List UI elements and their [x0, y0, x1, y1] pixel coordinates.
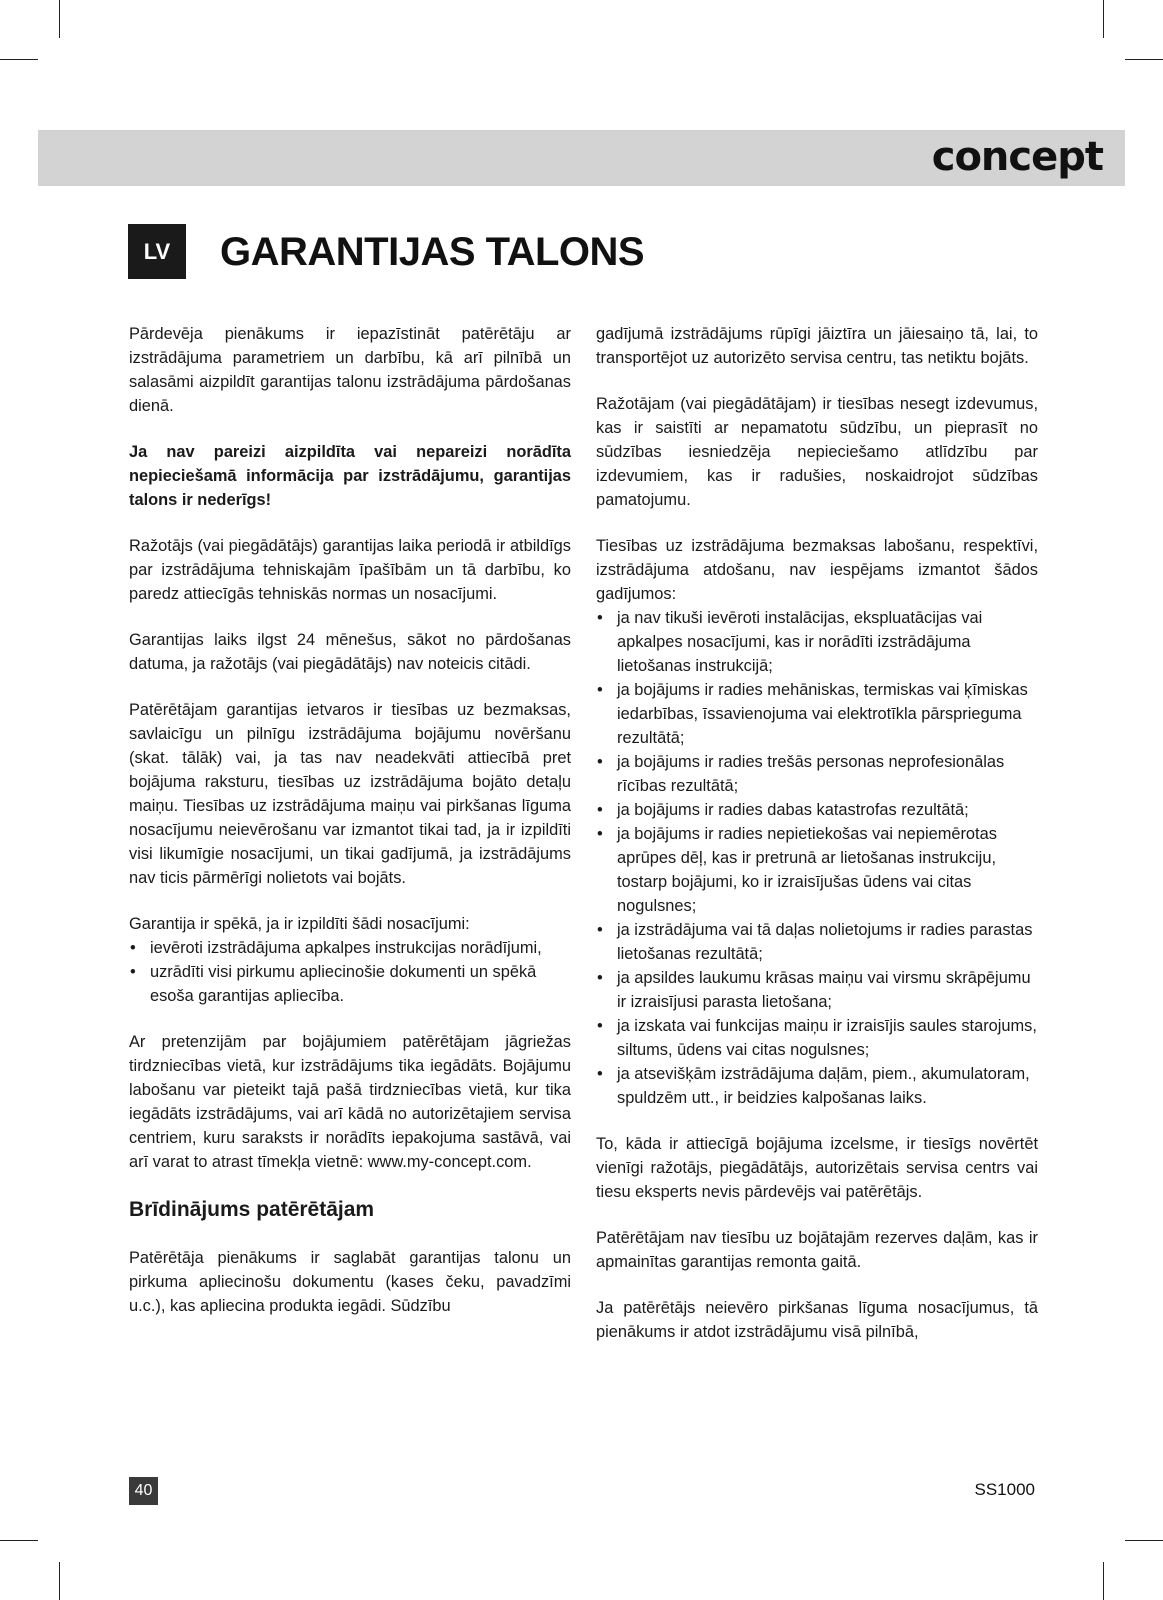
crop-mark — [1103, 1562, 1104, 1600]
list-item: • ja apsildes laukumu krāsas maiņu vai virsmu skrāpējumu ir izraisījusi parasta lietošana; — [596, 966, 1038, 1014]
page-number: 40 — [129, 1477, 158, 1505]
paragraph: Patērētāja pienākums ir saglabāt garantijas talonu un pirkuma apliecinošu dokumentu (kases čeku, pavadzīmi u.c.), kas apliecina produkta iegādi. Sūdzību — [129, 1249, 571, 1315]
crop-mark — [1125, 59, 1163, 60]
paragraph: Ražotājs (vai piegādātājs) garantijas laika periodā ir atbildīgs par izstrādājuma tehniskajām īpašībām un tā darbību, ko paredz attiecīgās tehniskās normas un nosacījumi. — [129, 537, 571, 603]
list-item: • ja atsevišķām izstrādājuma daļām, piem., akumulatoram, spuldzēm utt., ir beidzies kalpošanas laiks. — [596, 1062, 1038, 1110]
conditions-list — [129, 936, 571, 1008]
list-item: • ja izskata vai funkcijas maiņu ir izraisījis saules starojums, siltums, ūdens vai citas nogulsnes; — [596, 1014, 1038, 1062]
list-item: • uzrādīti visi pirkumu apliecinošie dokumenti un spēkā esoša garantijas apliecība. — [129, 960, 571, 1008]
crop-mark — [0, 1540, 38, 1541]
crop-mark — [0, 59, 38, 60]
page-title: GARANTIJAS TALONS — [220, 230, 645, 274]
paragraph: Patērētājam nav tiesību uz bojātajām rezerves daļām, kas ir apmainītas garantijas remonta gaitā. — [596, 1229, 1038, 1271]
warning-paragraph: Ja nav pareizi aizpildīta vai nepareizi norādīta nepieciešamā informācija par izstrādājumu, garantijas talons ir nederīgs! — [129, 443, 571, 509]
right-column — [596, 322, 1038, 1366]
paragraph: Garantijas laiks ilgst 24 mēnešus, sākot no pārdošanas datuma, ja ražotājs (vai piegādātājs) nav noteicis citādi. — [129, 631, 571, 673]
exclusions-list — [596, 606, 1038, 1110]
model-number: SS1000 — [974, 1480, 1035, 1499]
paragraph: Ražotājam (vai piegādātājam) ir tiesības nesegt izdevumus, kas ir saistīti ar nepamatotu sūdzību, un pieprasīt no sūdzības iesniedzēja nepieciešamo atlīdzību par izdevumiem, kas ir radušies, noskaidrojot sūdzības pamatojumu. — [596, 395, 1038, 509]
list-item: • ievēroti izstrādājuma apkalpes instrukcijas norādījumi, — [129, 936, 571, 960]
paragraph: Pārdevēja pienākums ir iepazīstināt patērētāju ar izstrādājuma parametriem un darbību, kā arī pilnībā un salasāmi aizpildīt garantijas talonu izstrādājuma pārdošanas dienā. — [129, 325, 571, 415]
paragraph: Ar pretenzijām par bojājumiem patērētājam jāgriežas tirdzniecības vietā, kur izstrādājums tika iegādāts. Bojājumu labošanu var pieteikt tajā pašā tirdzniecības vietā, kur tika iegādāts izstrādājums, vai arī kādā no autorizētajiem servisa centriem, kuru saraksts ir norādīts iepakojuma sastāvā, vai arī varat to atrast tīmekļa vietnē: www.my-concept.com. — [129, 1033, 571, 1171]
list-item: • ja bojājums ir radies mehāniskas, termiskas vai ķīmiskas iedarbības, īssavienojuma vai elektrotīkla pārsprieguma rezultātā; — [596, 678, 1038, 750]
crop-mark — [1125, 1540, 1163, 1541]
paragraph: Ja patērētājs neievēro pirkšanas līguma nosacījumus, tā pienākums ir atdot izstrādājumu visā pilnībā, — [596, 1299, 1038, 1341]
crop-mark — [59, 0, 60, 38]
language-badge: LV — [128, 224, 186, 279]
header-band — [38, 130, 1125, 186]
list-item: • ja izstrādājuma vai tā daļas nolietojums ir radies parastas lietošanas rezultātā; — [596, 918, 1038, 966]
paragraph: gadījumā izstrādājums rūpīgi jāiztīra un jāiesaiņo tā, lai, to transportējot uz autorizēto servisa centru, tas netiktu bojāts. — [596, 325, 1038, 367]
list-item: • ja bojājums ir radies nepietiekošas vai nepiemērotas aprūpes dēļ, kas ir pretrunā ar lietošanas instrukciju, tostarp bojājumi, ko ir izraisījušas ūdens vai citas nogulsnes; — [596, 822, 1038, 918]
paragraph: Patērētājam garantijas ietvaros ir tiesības uz bezmaksas, savlaicīgu un pilnīgu izstrādājuma bojājumu novēršanu (skat. tālāk) vai, ja tas nav neadekvāti attiecībā pret bojājuma raksturu, tiesības uz izstrādājuma bojāto detaļu maiņu. Tiesības uz izstrādājuma maiņu vai pirkšanas līguma nosacījumu neievērošanu var izmantot tikai tad, ja ir izpildīti visi likumīgie nosacījumi, un tikai gadījumā, ja izstrādājums nav ticis pārmērīgi nolietots vai bojāts. — [129, 701, 571, 887]
list-item: • ja nav tikuši ievēroti instalācijas, ekspluatācijas vai apkalpes nosacījumi, kas ir norādīti izstrādājuma lietošanas instrukcijā; — [596, 606, 1038, 678]
list-item: • ja bojājums ir radies dabas katastrofas rezultātā; — [596, 798, 1038, 822]
crop-mark — [1103, 0, 1104, 38]
paragraph: Tiesības uz izstrādājuma bezmaksas labošanu, respektīvi, izstrādājuma atdošanu, nav iespējams izmantot šādos gadījumos: — [596, 537, 1038, 603]
list-item: • ja bojājums ir radies trešās personas neprofesionālas rīcības rezultātā; — [596, 750, 1038, 798]
crop-mark — [59, 1562, 60, 1600]
left-column — [129, 322, 571, 1340]
paragraph: Garantija ir spēkā, ja ir izpildīti šādi nosacījumi: — [129, 915, 470, 933]
section-heading: Brīdinājums patērētājam — [129, 1198, 375, 1221]
brand-logo: concept — [931, 134, 1103, 180]
paragraph: To, kāda ir attiecīgā bojājuma izcelsme, ir tiesīgs novērtēt vienīgi ražotājs, piegādātājs, autorizētais servisa centrs vai tiesu eksperts nevis pārdevējs vai patērētājs. — [596, 1135, 1038, 1201]
